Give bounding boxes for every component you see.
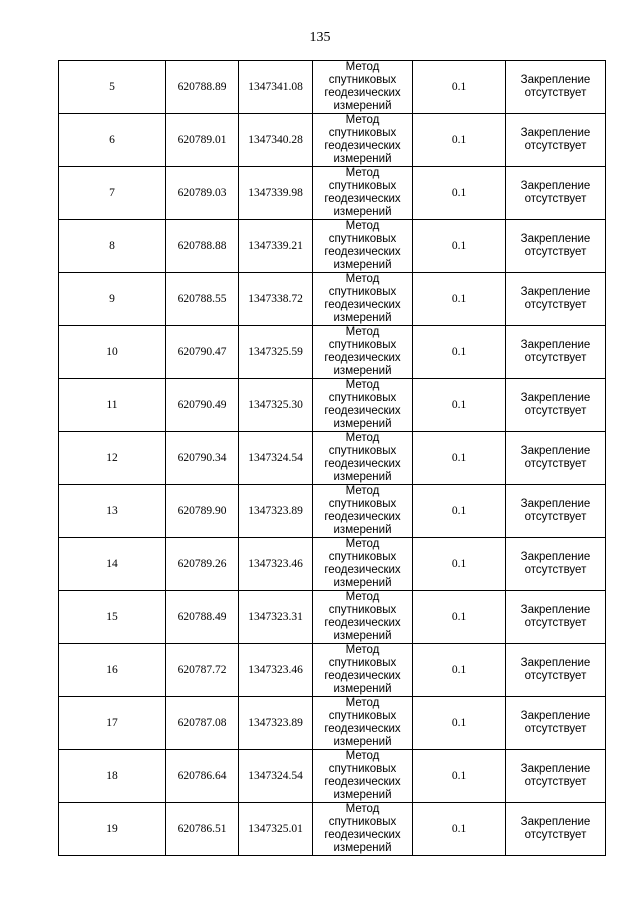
point-number-cell <box>59 220 166 273</box>
point-number-cell <box>59 273 166 326</box>
point-number-cell <box>59 644 166 697</box>
x-coordinate-cell <box>166 326 239 379</box>
y-coordinate-cell <box>239 114 313 167</box>
x-coordinate-cell <box>166 61 239 114</box>
x-coordinate-text: 620788.88 <box>177 239 227 252</box>
method-text: Метод спутниковых геодезических измерений <box>324 273 401 324</box>
accuracy-text: 0.1 <box>451 133 467 146</box>
method-text: Метод спутниковых геодезических измерений <box>324 220 401 271</box>
method-text: Метод спутниковых геодезических измерений <box>324 326 401 377</box>
page-number: 135 <box>309 30 331 45</box>
x-coordinate-text: 620787.08 <box>177 716 227 729</box>
fixing-description-text: Закрепление отсутствует <box>520 657 591 682</box>
accuracy-cell <box>413 644 506 697</box>
accuracy-cell <box>413 591 506 644</box>
method-cell <box>313 644 413 697</box>
y-coordinate-text: 1347338.72 <box>248 292 303 305</box>
fixing-description-cell <box>506 61 606 114</box>
x-coordinate-text: 620788.55 <box>177 292 227 305</box>
point-number-text: 9 <box>109 292 115 305</box>
fixing-description-cell <box>506 538 606 591</box>
method-cell <box>313 591 413 644</box>
fixing-description-text: Закрепление отсутствует <box>520 445 591 470</box>
point-number-text: 8 <box>109 239 115 252</box>
point-number-cell <box>59 61 166 114</box>
point-number-text: 19 <box>106 822 118 835</box>
accuracy-cell <box>413 432 506 485</box>
accuracy-text: 0.1 <box>451 610 467 623</box>
point-number-text: 7 <box>109 186 115 199</box>
accuracy-cell <box>413 220 506 273</box>
y-coordinate-text: 1347324.54 <box>248 769 303 782</box>
x-coordinate-cell <box>166 220 239 273</box>
table-row <box>59 750 606 803</box>
y-coordinate-cell <box>239 538 313 591</box>
y-coordinate-text: 1347324.54 <box>248 451 303 464</box>
accuracy-text: 0.1 <box>451 345 467 358</box>
fixing-description-text: Закрепление отсутствует <box>520 180 591 205</box>
accuracy-cell <box>413 114 506 167</box>
x-coordinate-cell <box>166 273 239 326</box>
point-number-cell <box>59 750 166 803</box>
x-coordinate-text: 620789.90 <box>177 504 227 517</box>
accuracy-text: 0.1 <box>451 451 467 464</box>
accuracy-text: 0.1 <box>451 504 467 517</box>
point-number-cell <box>59 538 166 591</box>
accuracy-cell <box>413 61 506 114</box>
accuracy-text: 0.1 <box>451 292 467 305</box>
method-text: Метод спутниковых геодезических измерений <box>324 803 401 854</box>
method-text: Метод спутниковых геодезических измерений <box>324 538 401 589</box>
method-cell <box>313 167 413 220</box>
y-coordinate-cell <box>239 697 313 750</box>
method-cell <box>313 538 413 591</box>
y-coordinate-cell <box>239 326 313 379</box>
x-coordinate-text: 620789.26 <box>177 557 227 570</box>
point-number-cell <box>59 432 166 485</box>
accuracy-text: 0.1 <box>451 663 467 676</box>
accuracy-text: 0.1 <box>451 239 467 252</box>
accuracy-cell <box>413 326 506 379</box>
y-coordinate-text: 1347325.01 <box>248 822 303 835</box>
x-coordinate-cell <box>166 750 239 803</box>
x-coordinate-cell <box>166 538 239 591</box>
point-number-text: 13 <box>106 504 118 517</box>
fixing-description-text: Закрепление отсутствует <box>520 551 591 576</box>
method-cell <box>313 803 413 856</box>
y-coordinate-cell <box>239 379 313 432</box>
accuracy-cell <box>413 538 506 591</box>
table-body <box>59 61 606 856</box>
fixing-description-cell <box>506 485 606 538</box>
method-cell <box>313 114 413 167</box>
point-number-text: 18 <box>106 769 118 782</box>
x-coordinate-text: 620789.03 <box>177 186 227 199</box>
point-number-cell <box>59 697 166 750</box>
y-coordinate-text: 1347339.21 <box>248 239 303 252</box>
method-cell <box>313 61 413 114</box>
y-coordinate-cell <box>239 167 313 220</box>
y-coordinate-cell <box>239 273 313 326</box>
fixing-description-cell <box>506 697 606 750</box>
fixing-description-text: Закрепление отсутствует <box>520 286 591 311</box>
table-row <box>59 273 606 326</box>
fixing-description-text: Закрепление отсутствует <box>520 127 591 152</box>
fixing-description-cell <box>506 326 606 379</box>
x-coordinate-text: 620789.01 <box>177 133 227 146</box>
y-coordinate-cell <box>239 803 313 856</box>
fixing-description-text: Закрепление отсутствует <box>520 816 591 841</box>
fixing-description-cell <box>506 114 606 167</box>
accuracy-text: 0.1 <box>451 398 467 411</box>
method-text: Метод спутниковых геодезических измерений <box>324 644 401 695</box>
method-cell <box>313 697 413 750</box>
table-row <box>59 432 606 485</box>
fixing-description-text: Закрепление отсутствует <box>520 233 591 258</box>
method-cell <box>313 485 413 538</box>
accuracy-cell <box>413 167 506 220</box>
x-coordinate-cell <box>166 644 239 697</box>
method-text: Метод спутниковых геодезических измерений <box>324 591 401 642</box>
point-number-text: 11 <box>106 398 118 411</box>
fixing-description-text: Закрепление отсутствует <box>520 763 591 788</box>
x-coordinate-text: 620787.72 <box>177 663 227 676</box>
accuracy-cell <box>413 485 506 538</box>
accuracy-cell <box>413 750 506 803</box>
point-number-cell <box>59 114 166 167</box>
point-number-cell <box>59 591 166 644</box>
x-coordinate-cell <box>166 379 239 432</box>
y-coordinate-text: 1347323.31 <box>248 610 303 623</box>
y-coordinate-cell <box>239 432 313 485</box>
accuracy-text: 0.1 <box>451 186 467 199</box>
x-coordinate-text: 620788.49 <box>177 610 227 623</box>
method-text: Метод спутниковых геодезических измерений <box>324 697 401 748</box>
point-number-cell <box>59 326 166 379</box>
fixing-description-cell <box>506 167 606 220</box>
method-text: Метод спутниковых геодезических измерений <box>324 61 401 112</box>
point-number-text: 12 <box>106 451 118 464</box>
x-coordinate-cell <box>166 697 239 750</box>
point-number-cell <box>59 167 166 220</box>
y-coordinate-text: 1347340.28 <box>248 133 303 146</box>
fixing-description-text: Закрепление отсутствует <box>520 710 591 735</box>
table-row <box>59 803 606 856</box>
point-number-text: 6 <box>109 133 115 146</box>
y-coordinate-text: 1347323.46 <box>248 557 303 570</box>
coordinates-table <box>58 60 606 856</box>
table-row <box>59 220 606 273</box>
method-cell <box>313 273 413 326</box>
fixing-description-cell <box>506 803 606 856</box>
method-cell <box>313 326 413 379</box>
x-coordinate-text: 620788.89 <box>177 80 227 93</box>
point-number-text: 14 <box>106 557 118 570</box>
x-coordinate-text: 620790.34 <box>177 451 227 464</box>
x-coordinate-text: 620790.47 <box>177 345 227 358</box>
y-coordinate-cell <box>239 591 313 644</box>
y-coordinate-text: 1347323.89 <box>248 716 303 729</box>
point-number-text: 15 <box>106 610 118 623</box>
x-coordinate-cell <box>166 167 239 220</box>
fixing-description-text: Закрепление отсутствует <box>520 498 591 523</box>
fixing-description-cell <box>506 644 606 697</box>
x-coordinate-text: 620790.49 <box>177 398 227 411</box>
fixing-description-cell <box>506 273 606 326</box>
method-text: Метод спутниковых геодезических измерений <box>324 750 401 801</box>
point-number-cell <box>59 485 166 538</box>
method-cell <box>313 432 413 485</box>
x-coordinate-cell <box>166 114 239 167</box>
table-row <box>59 61 606 114</box>
y-coordinate-text: 1347341.08 <box>248 80 303 93</box>
y-coordinate-cell <box>239 750 313 803</box>
y-coordinate-cell <box>239 644 313 697</box>
table-row <box>59 485 606 538</box>
accuracy-text: 0.1 <box>451 822 467 835</box>
table-row <box>59 697 606 750</box>
method-text: Метод спутниковых геодезических измерений <box>324 379 401 430</box>
x-coordinate-cell <box>166 432 239 485</box>
point-number-text: 10 <box>106 345 118 358</box>
y-coordinate-cell <box>239 485 313 538</box>
table-row <box>59 114 606 167</box>
table-row <box>59 379 606 432</box>
fixing-description-text: Закрепление отсутствует <box>520 74 591 99</box>
y-coordinate-cell <box>239 61 313 114</box>
table-row <box>59 591 606 644</box>
accuracy-text: 0.1 <box>451 80 467 93</box>
method-text: Метод спутниковых геодезических измерений <box>324 167 401 218</box>
y-coordinate-text: 1347323.46 <box>248 663 303 676</box>
x-coordinate-cell <box>166 485 239 538</box>
point-number-cell <box>59 803 166 856</box>
fixing-description-cell <box>506 432 606 485</box>
y-coordinate-text: 1347339.98 <box>248 186 303 199</box>
point-number-text: 16 <box>106 663 118 676</box>
fixing-description-cell <box>506 750 606 803</box>
fixing-description-cell <box>506 591 606 644</box>
accuracy-text: 0.1 <box>451 716 467 729</box>
accuracy-text: 0.1 <box>451 769 467 782</box>
fixing-description-cell <box>506 220 606 273</box>
table-row <box>59 538 606 591</box>
table-row <box>59 167 606 220</box>
accuracy-cell <box>413 273 506 326</box>
accuracy-cell <box>413 697 506 750</box>
y-coordinate-text: 1347325.30 <box>248 398 303 411</box>
method-text: Метод спутниковых геодезических измерений <box>324 114 401 165</box>
y-coordinate-text: 1347323.89 <box>248 504 303 517</box>
y-coordinate-text: 1347325.59 <box>248 345 303 358</box>
x-coordinate-text: 620786.64 <box>177 769 227 782</box>
point-number-cell <box>59 379 166 432</box>
x-coordinate-cell <box>166 591 239 644</box>
x-coordinate-text: 620786.51 <box>177 822 227 835</box>
point-number-text: 5 <box>109 80 115 93</box>
fixing-description-cell <box>506 379 606 432</box>
fixing-description-text: Закрепление отсутствует <box>520 339 591 364</box>
fixing-description-text: Закрепление отсутствует <box>520 392 591 417</box>
method-cell <box>313 220 413 273</box>
table-row <box>59 644 606 697</box>
accuracy-text: 0.1 <box>451 557 467 570</box>
y-coordinate-cell <box>239 220 313 273</box>
accuracy-cell <box>413 803 506 856</box>
method-text: Метод спутниковых геодезических измерений <box>324 485 401 536</box>
accuracy-cell <box>413 379 506 432</box>
method-cell <box>313 379 413 432</box>
method-cell <box>313 750 413 803</box>
x-coordinate-cell <box>166 803 239 856</box>
fixing-description-text: Закрепление отсутствует <box>520 604 591 629</box>
point-number-text: 17 <box>106 716 118 729</box>
method-text: Метод спутниковых геодезических измерений <box>324 432 401 483</box>
table-row <box>59 326 606 379</box>
